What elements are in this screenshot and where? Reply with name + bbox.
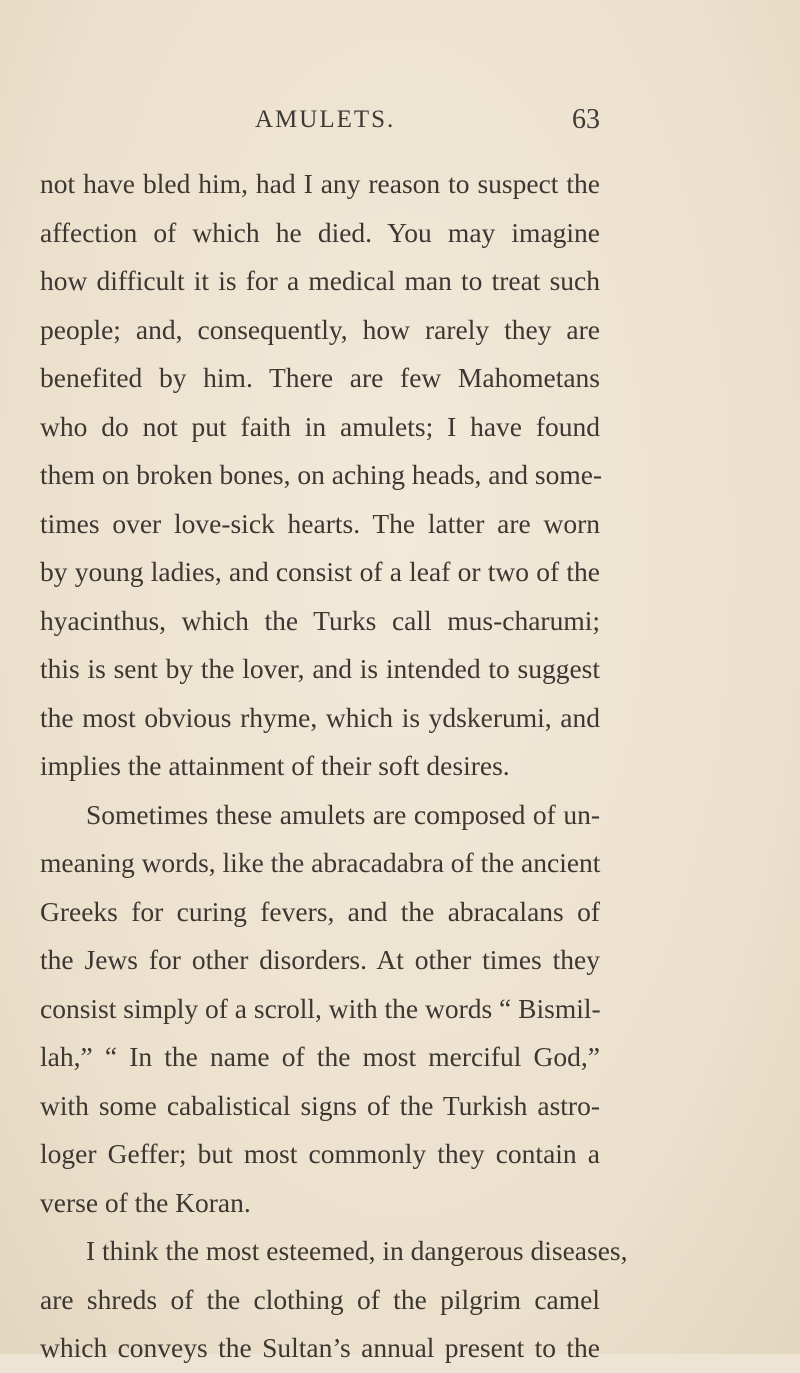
text-line: I think the most esteemed, in dangerous diseases,	[86, 1235, 628, 1266]
text-line: the most obvious rhyme, which is ydskerumi, and	[40, 701, 600, 733]
text-line: are shreds of the clothing of the pilgrim camel	[40, 1283, 600, 1315]
text-line: affection of which he died. You may imagine	[40, 216, 600, 248]
text-line: them on broken bones, on aching heads, and some-	[40, 459, 603, 490]
text-line: benefited by him. There are few Mahometans	[40, 362, 600, 393]
text-line: the Jews for other disorders. At other times they	[40, 944, 600, 975]
page-number: 63	[572, 104, 600, 135]
body-text	[40, 160, 628, 1373]
text-line: who do not put faith in amulets; I have found	[40, 410, 600, 442]
text-line: lah,” “ In the name of the most merciful God,”	[40, 1041, 600, 1072]
text-line: which conveys the Sultan’s annual present to the	[40, 1332, 600, 1363]
text-line: with some cabalistical signs of the Turkish astro-	[40, 1089, 600, 1121]
text-line: how difficult it is for a medical man to treat such	[40, 265, 600, 296]
text-line: hyacinthus, which the Turks call mus-charumi;	[40, 604, 600, 636]
page-header	[40, 106, 600, 146]
text-line: verse of the Koran.	[40, 1186, 251, 1218]
text-line: Sometimes these amulets are composed of un-	[86, 798, 600, 830]
text-line: not have bled him, had I any reason to suspect the	[40, 168, 600, 199]
text-line: people; and, consequently, how rarely they are	[40, 313, 600, 345]
text-line: consist simply of a scroll, with the words “ Bismil-	[40, 992, 601, 1024]
text-line: times over love-sick hearts. The latter are worn	[40, 507, 600, 539]
text-line: meaning words, like the abracadabra of the ancient	[40, 847, 601, 878]
text-line: implies the attainment of their soft desires.	[40, 750, 510, 781]
text-line: by young ladies, and consist of a leaf or two of the	[40, 556, 600, 587]
running-title: AMULETS.	[255, 106, 396, 133]
text-line: loger Geffer; but most commonly they contain a	[40, 1138, 600, 1169]
text-line: Greeks for curing fevers, and the abracalans of	[40, 895, 600, 927]
text-line: this is sent by the lover, and is intended to suggest	[40, 653, 600, 684]
